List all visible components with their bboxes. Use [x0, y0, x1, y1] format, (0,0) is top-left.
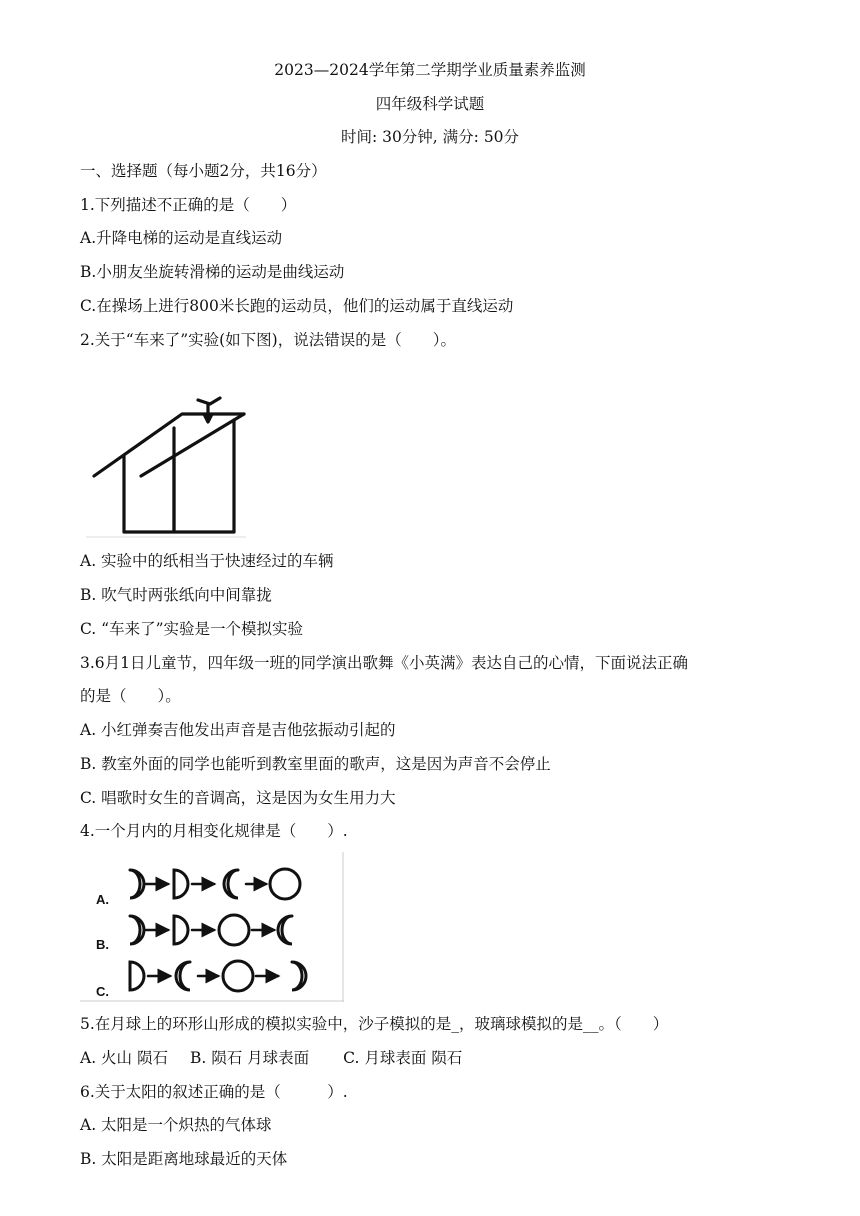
q6-option-a: A. 太阳是一个炽热的气体球 [80, 1116, 272, 1134]
exam-title: 2023—2024学年第二学期学业质量素养监测 [274, 61, 586, 79]
q5-option-a: A. 火山 陨石 [80, 1049, 168, 1067]
q5-options [80, 1048, 462, 1068]
q6-option-b: B. 太阳是距离地球最近的天体 [80, 1150, 288, 1168]
exam-subtitle: 四年级科学试题 [375, 95, 485, 113]
exam-time-info: 时间: 30分钟, 满分: 50分 [340, 128, 520, 146]
q4-stem: 4.一个月内的月相变化规律是（ ）. [80, 822, 348, 840]
q3-option-a: A. 小红弹奏吉他发出声音是吉他弦振动引起的 [80, 721, 396, 739]
q2-option-a: A. 实验中的纸相当于快速经过的车辆 [80, 552, 334, 570]
moon-phase-figure [80, 852, 344, 1002]
q3-stem-line1: 3.6月1日儿童节，四年级一班的同学演出歌舞《小英满》表达自己的心情，下面说法正确 [80, 654, 689, 672]
q6-stem: 6.关于太阳的叙述正确的是（ ）. [80, 1083, 348, 1101]
moon-row-a-label: A. [96, 892, 109, 907]
q2-stem: 2.关于“车来了”实验(如下图)，说法错误的是（ ）。 [80, 331, 456, 349]
q5-option-b: B. 陨石 月球表面 [189, 1049, 310, 1067]
q3-option-b: B. 教室外面的同学也能听到教室里面的歌声，这是因为声音不会停止 [80, 755, 551, 773]
q5-stem: 5.在月球上的环形山形成的模拟实验中，沙子模拟的是_，玻璃球模拟的是__。（ ） [80, 1015, 669, 1033]
q1-stem: 1.下列描述不正确的是（ ） [80, 196, 297, 214]
q3-option-c: C. 唱歌时女生的音调高，这是因为女生用力大 [80, 789, 396, 807]
q1-option-c: C.在操场上进行800米长跑的运动员，他们的运动属于直线运动 [80, 297, 514, 315]
q3-stem-line2: 的是（ ）。 [80, 687, 181, 705]
section-title: 一、选择题（每小题2分，共16分） [80, 162, 327, 180]
q5-option-c: C. 月球表面 陨石 [343, 1049, 463, 1067]
moon-row-b-label: B. [96, 937, 109, 952]
q1-option-b: B.小朋友坐旋转滑梯的运动是曲线运动 [80, 263, 345, 281]
paper-experiment-figure [86, 392, 248, 538]
q2-option-b: B. 吹气时两张纸向中间靠拢 [80, 586, 272, 604]
q2-option-c: C. “车来了”实验是一个模拟实验 [80, 620, 304, 638]
moon-row-c-label: C. [96, 984, 109, 999]
q1-option-a: A.升降电梯的运动是直线运动 [80, 229, 283, 247]
